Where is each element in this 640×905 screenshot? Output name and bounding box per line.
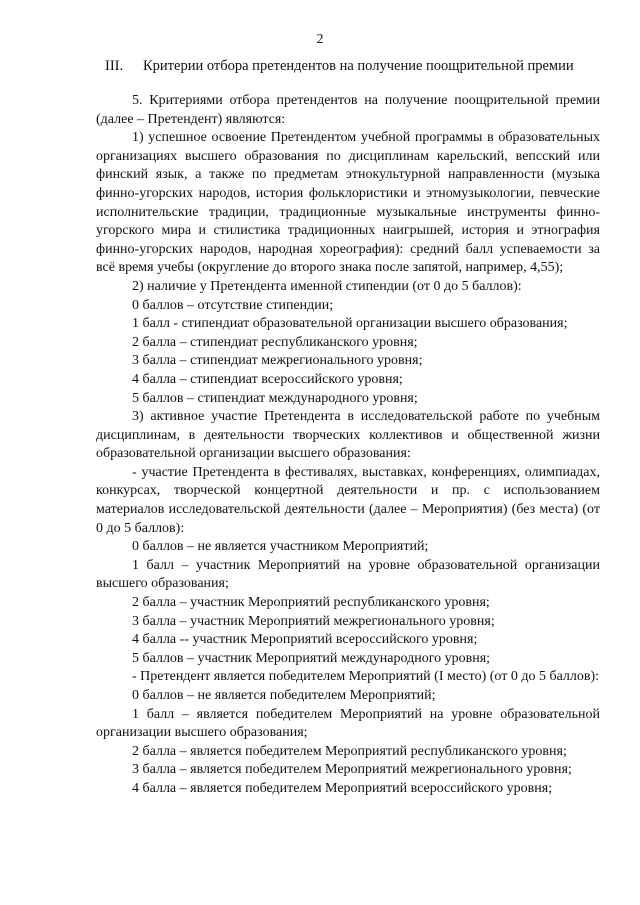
page-number: 2 <box>316 32 324 47</box>
paragraph: - Претендент является победителем Мероприятий (I место) (от 0 до 5 баллов): <box>132 669 600 685</box>
paragraph: - участие Претендента в фестивалях, выставках, конференциях, олимпиадах, конкурсах, творческой концертной деятельности и пр. с использованием материалов исследовательской деятельности (далее – Мероприятия) (без места) (от 0 до 5 баллов): <box>96 464 600 536</box>
paragraph: 3 балла – участник Мероприятий межрегионального уровня; <box>132 613 495 629</box>
paragraph: 0 баллов – не является участником Мероприятий; <box>132 539 429 555</box>
paragraph: 4 балла – является победителем Мероприятий всероссийского уровня; <box>132 780 553 796</box>
section-number: III. <box>105 58 124 74</box>
section-heading <box>105 58 574 75</box>
paragraph: 3 балла – стипендиат межрегионального уровня; <box>132 353 423 369</box>
paragraph: 0 баллов – отсутствие стипендии; <box>132 297 334 313</box>
paragraph: 1 балл – является победителем Мероприятий на уровне образовательной организации высшего образования; <box>96 706 600 741</box>
paragraph: 2 балла – участник Мероприятий республиканского уровня; <box>132 595 490 611</box>
paragraph: 5 баллов – участник Мероприятий международного уровня; <box>132 650 491 666</box>
paragraph: 1 балл – участник Мероприятий на уровне образовательной организации высшего образования; <box>96 557 600 592</box>
section-title: Критерии отбора претендентов на получение поощрительной премии <box>143 58 574 74</box>
paragraph: 5. Критериями отбора претендентов на получение поощрительной премии (далее – Претендент) являются: <box>96 93 600 127</box>
paragraph: 1 балл - стипендиат образовательной организации высшего образования; <box>132 316 568 332</box>
paragraph: 0 баллов – не является победителем Мероприятий; <box>132 688 436 703</box>
paragraph: 5 баллов – стипендиат международного уровня; <box>132 390 418 406</box>
paragraph: 1) успешное освоение Претендентом учебной программы в образовательных организациях высшего образования по дисциплинам карельский, вепсский или финский язык, а также по предметам этнокультурной направленности (музыка финно-угорских народов, история фольклористики и этномузыкологии, певческие исполнительские традиции, традиционные музыкальные инструменты финно-угорского мира и стилистика традиционных наигрышей, история и этнография финно-угорских народов, народная хореография): средний балл успеваемости за всё время учебы (округление до второго знака после запятой, например, 4,55); <box>96 130 600 276</box>
document-body <box>96 92 600 799</box>
paragraph: 2 балла – стипендиат республиканского уровня; <box>132 334 418 350</box>
paragraph: 2) наличие у Претендента именной стипендии (от 0 до 5 баллов): <box>132 278 522 294</box>
paragraph: 4 балла -- участник Мероприятий всероссийского уровня; <box>132 632 478 648</box>
paragraph: 3) активное участие Претендента в исследовательской работе по учебным дисциплинам, в деятельности творческих коллективов и общественной жизни образовательной организации высшего образования: <box>96 409 600 462</box>
paragraph: 2 балла – является победителем Мероприятий республиканского уровня; <box>132 743 567 759</box>
paragraph: 3 балла – является победителем Мероприятий межрегионального уровня; <box>132 762 572 778</box>
paragraph: 4 балла – стипендиат всероссийского уровня; <box>132 371 403 387</box>
